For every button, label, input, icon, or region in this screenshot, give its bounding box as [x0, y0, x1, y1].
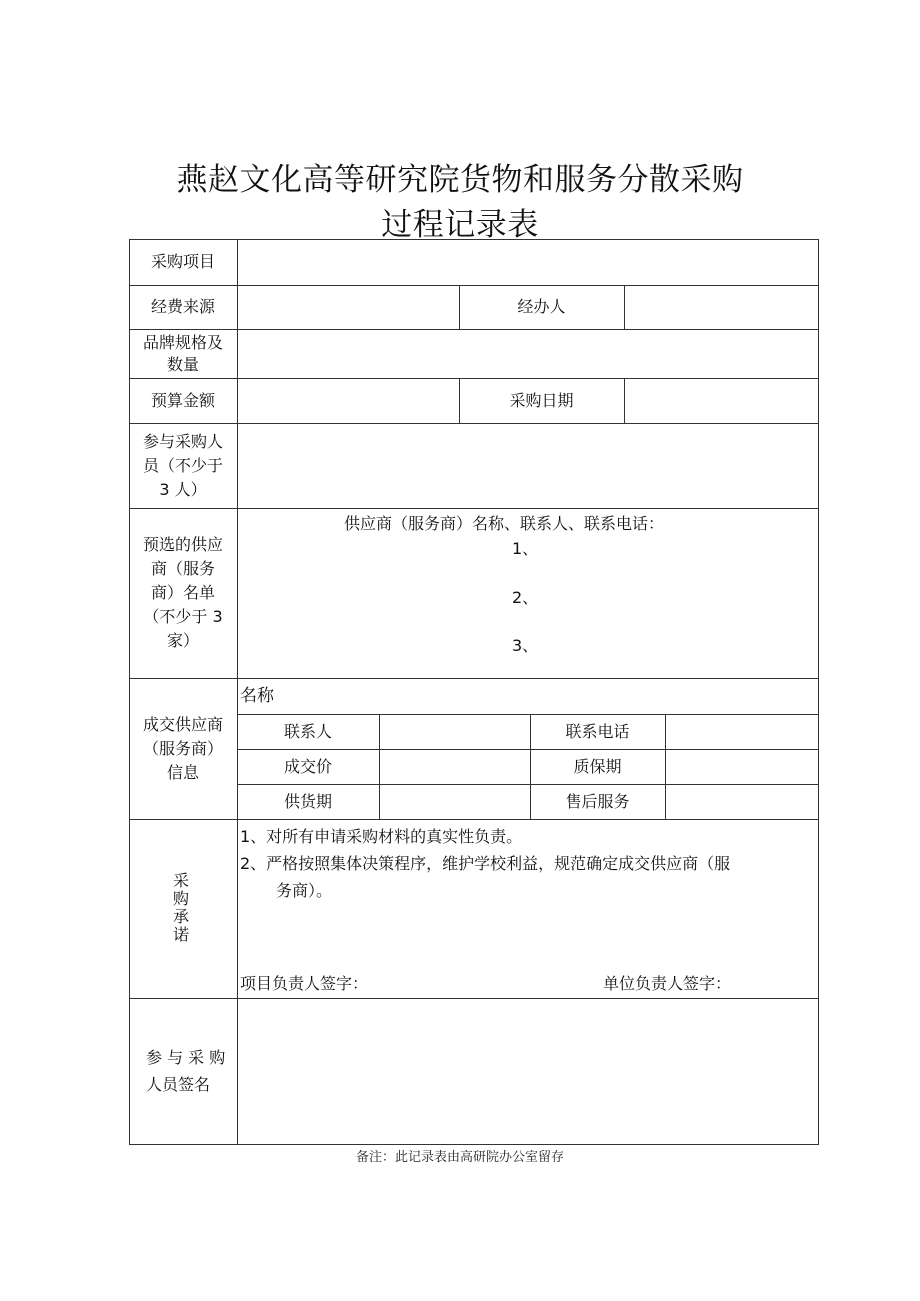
- field-delivery-period[interactable]: [380, 784, 530, 819]
- label-brand-spec-line2: 数量: [166, 354, 199, 374]
- field-warranty[interactable]: [666, 749, 819, 784]
- field-purchase-date[interactable]: [625, 378, 819, 423]
- commitment-item-1: 1、对所有申请采购材料的真实性负责。: [240, 827, 523, 846]
- unit-leader-signature-label: 单位负责人签字：: [603, 974, 732, 993]
- label-participants-line3: 3 人）: [159, 479, 207, 499]
- supplier-list-header: 供应商（服务商）名称、联系人、联系电话：: [344, 514, 665, 533]
- project-leader-signature-label: 项目负责人签字：: [240, 974, 369, 993]
- label-preselected-line5: 家）: [166, 631, 199, 650]
- label-winner-line2: （服务商）: [142, 738, 223, 758]
- commitment-item-2-line1: 2、严格按照集体决策程序，维护学校利益，规范确定成交供应商（服: [240, 854, 731, 873]
- label-preselected-suppliers: [129, 508, 237, 678]
- field-contact-phone[interactable]: [666, 714, 819, 749]
- label-preselected-line2: 商（服务: [150, 559, 215, 578]
- label-handler: 经办人: [517, 297, 566, 316]
- commitment-char: 采: [172, 871, 189, 890]
- label-budget: 预算金额: [150, 390, 215, 410]
- form-title-line2: 过程记录表: [381, 207, 539, 243]
- field-funding-source[interactable]: [238, 285, 459, 329]
- label-purchase-date: 采购日期: [509, 390, 574, 410]
- participant-signature-label-line1: 参 与 采 购: [146, 1048, 226, 1067]
- label-brand-spec-line1: 品牌规格及: [142, 332, 223, 352]
- footer-note: 备注：此记录表由高研院办公室留存: [355, 1150, 564, 1165]
- field-handler[interactable]: [625, 285, 819, 329]
- label-preselected-line3: 商）名单: [150, 583, 215, 602]
- form-title-line1: 燕赵文化高等研究院货物和服务分散采购: [176, 162, 744, 198]
- label-after-sales: 售后服务: [565, 791, 630, 811]
- label-commitment: [169, 872, 193, 944]
- commitment-char: 承: [172, 907, 189, 926]
- field-deal-price[interactable]: [380, 749, 530, 784]
- label-funding-source: 经费来源: [150, 297, 215, 316]
- label-contact-phone: 联系电话: [565, 721, 630, 741]
- field-after-sales[interactable]: [666, 784, 819, 819]
- label-contact-person: 联系人: [283, 721, 332, 741]
- field-brand-spec[interactable]: [238, 329, 819, 378]
- label-warranty: 质保期: [573, 756, 622, 776]
- label-winner-line3: 信息: [166, 762, 199, 782]
- label-deal-price: 成交价: [283, 756, 332, 776]
- supplier-item-2[interactable]: 2、: [512, 588, 539, 607]
- supplier-item-1[interactable]: 1、: [512, 539, 539, 558]
- label-brand-spec: [129, 329, 237, 378]
- commitment-item-2-line2: 务商）。: [276, 881, 333, 900]
- label-participants: [129, 423, 237, 508]
- field-contact-person[interactable]: [380, 714, 530, 749]
- field-participant-signatures[interactable]: [238, 999, 819, 1145]
- label-participants-line1: 参与采购人: [142, 431, 223, 451]
- record-table: [129, 239, 819, 1145]
- label-winning-supplier: [129, 678, 237, 819]
- label-winner-name: 名称: [240, 686, 274, 706]
- row-divider: [129, 819, 819, 820]
- label-project: 采购项目: [150, 252, 215, 271]
- label-preselected-line1: 预选的供应: [142, 535, 223, 554]
- field-budget[interactable]: [238, 378, 459, 423]
- participant-signature-label-line2: 人员签名: [146, 1075, 211, 1094]
- field-participants[interactable]: [238, 423, 819, 508]
- label-preselected-line4: （不少于 3: [143, 607, 223, 626]
- label-participants-line2: 员（不少于: [142, 455, 223, 475]
- field-project[interactable]: [238, 239, 819, 285]
- label-delivery-period: 供货期: [283, 791, 332, 811]
- commitment-char: 诺: [172, 925, 189, 944]
- commitment-char: 购: [172, 889, 189, 908]
- supplier-item-3[interactable]: 3、: [512, 636, 539, 655]
- label-winner-line1: 成交供应商: [142, 714, 223, 734]
